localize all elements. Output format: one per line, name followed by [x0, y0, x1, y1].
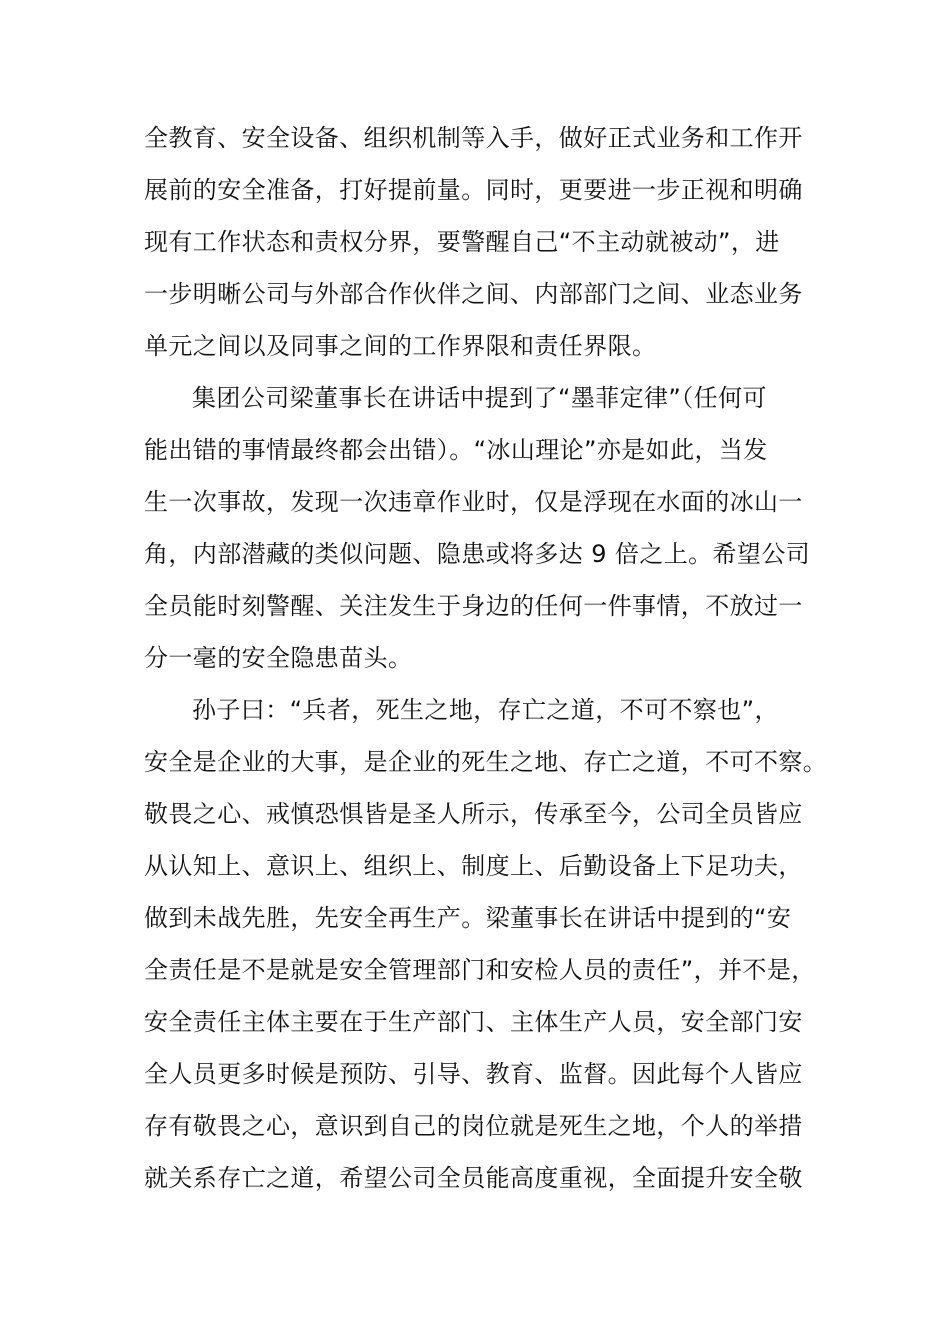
body-line: 敬畏之心、戒慎恐惧皆是圣人所示，传承至今，公司全员皆应 — [144, 800, 803, 828]
body-line: 存有敬畏之心，意识到自己的岗位就是死生之地，个人的举措 — [144, 1112, 803, 1140]
body-line: 生一次事故，发现一次违章作业时，仅是浮现在水面的冰山一 — [144, 488, 803, 516]
body-line: 展前的安全准备，打好提前量。同时，更要进一步正视和明确 — [144, 176, 803, 204]
body-line: 全人员更多时候是预防、引导、教育、监督。因此每个人皆应 — [144, 1060, 803, 1088]
paragraph-start-line: 集团公司梁董事长在讲话中提到了“墨菲定律”（任何可 — [192, 384, 767, 412]
body-line: 安全责任主体主要在于生产部门、主体生产人员，安全部门安 — [144, 1008, 803, 1036]
paragraph-start-line: 孙子曰：“兵者，死生之地，存亡之道，不可不察也”， — [192, 696, 779, 724]
body-line: 做到未战先胜，先安全再生产。梁董事长在讲话中提到的“安 — [144, 904, 792, 932]
body-line: 安全是企业的大事，是企业的死生之地、存亡之道，不可不察。 — [144, 748, 828, 776]
body-line: 从认知上、意识上、组织上、制度上、后勤设备上下足功夫， — [144, 852, 803, 880]
body-line: 全教育、安全设备、组织机制等入手，做好正式业务和工作开 — [144, 124, 803, 152]
body-line: 全员能时刻警醒、关注发生于身边的任何一件事情，不放过一 — [144, 592, 803, 620]
body-line: 分一毫的安全隐患苗头。 — [144, 644, 413, 672]
body-line: 现有工作状态和责权分界，要警醒自己“不主动就被动”，进 — [144, 228, 780, 256]
body-line: 能出错的事情最终都会出错）。“冰山理论”亦是如此，当发 — [144, 436, 768, 464]
body-line: 就关系存亡之道，希望公司全员能高度重视，全面提升安全敬 — [144, 1164, 803, 1192]
body-line: 全责任是不是就是安全管理部门和安检人员的责任”，并不是， — [144, 956, 816, 984]
document-body — [144, 112, 834, 1204]
body-line: 一步明晰公司与外部合作伙伴之间、内部部门之间、业态业务 — [144, 280, 803, 308]
body-line: 角，内部潜藏的类似问题、隐患或将多达 9 倍之上。希望公司 — [144, 540, 811, 568]
body-line: 单元之间以及同事之间的工作界限和责任界限。 — [144, 332, 657, 360]
